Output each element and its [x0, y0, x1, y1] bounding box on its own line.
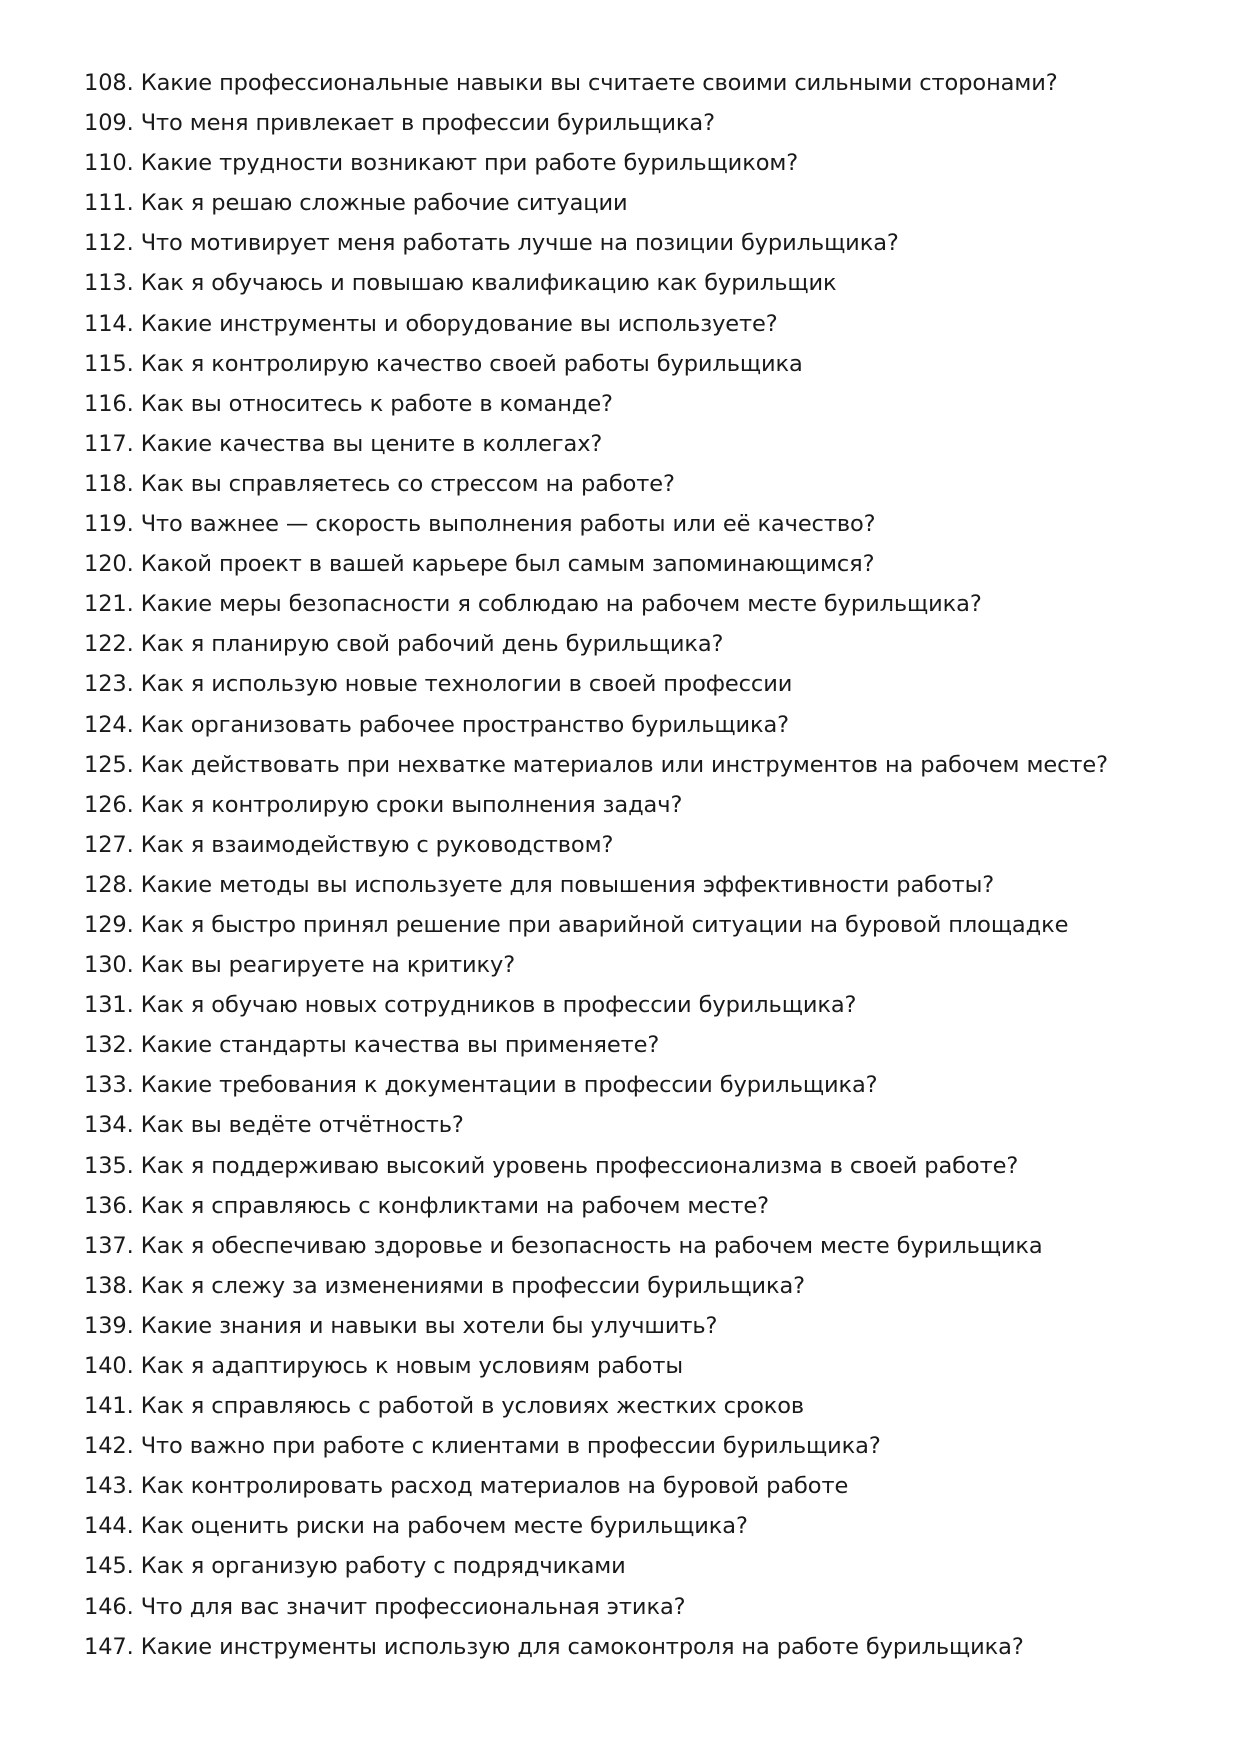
- question-text: Как вы реагируете на критику?: [140, 952, 516, 979]
- list-item: [84, 705, 1194, 745]
- question-text: Как организовать рабочее пространство бурильщика?: [140, 711, 789, 738]
- list-item: [84, 785, 1194, 825]
- question-number: 123.: [84, 671, 134, 698]
- question-text: Как я решаю сложные рабочие ситуации: [140, 190, 628, 217]
- list-item: [84, 464, 1194, 504]
- list-item: [84, 1146, 1194, 1186]
- question-text: Какие знания и навыки вы хотели бы улучшить?: [140, 1312, 718, 1339]
- question-text: Как я взаимодействую с руководством?: [140, 831, 614, 858]
- question-text: Как я адаптируюсь к новым условиям работы: [140, 1353, 684, 1379]
- list-item: [84, 1546, 1194, 1586]
- list-item: [84, 865, 1194, 905]
- list-item: [84, 1627, 1194, 1667]
- question-number: 125.: [84, 751, 134, 778]
- question-number: 113.: [84, 270, 134, 297]
- list-item: [84, 63, 1194, 103]
- question-number: 110.: [84, 150, 134, 177]
- list-item: [84, 1226, 1194, 1266]
- list-item: [84, 1306, 1194, 1346]
- question-text: Что для вас значит профессиональная этика?: [140, 1593, 686, 1620]
- list-item: [84, 1065, 1194, 1105]
- question-text: Что важно при работе с клиентами в профессии бурильщика?: [140, 1433, 881, 1460]
- question-number: 128.: [84, 871, 134, 898]
- list-item: [84, 1587, 1194, 1627]
- list-item: [84, 1186, 1194, 1226]
- question-number: 124.: [84, 711, 134, 738]
- list-item: [84, 183, 1194, 223]
- question-number: 120.: [84, 551, 134, 578]
- question-number: 143.: [84, 1473, 134, 1500]
- list-item: [84, 424, 1194, 464]
- list-item: [84, 1466, 1194, 1506]
- question-text: Как я контролирую сроки выполнения задач?: [140, 791, 683, 818]
- question-number: 117.: [84, 430, 134, 457]
- question-number: 139.: [84, 1312, 134, 1339]
- list-item: [84, 344, 1194, 384]
- question-number: 127.: [84, 831, 134, 858]
- question-number: 115.: [84, 350, 134, 377]
- list-item: [84, 1266, 1194, 1306]
- question-number: 122.: [84, 631, 134, 658]
- question-text: Что мотивирует меня работать лучше на позиции бурильщика?: [140, 230, 899, 257]
- question-text: Какие качества вы цените в коллегах?: [140, 430, 603, 457]
- question-text: Как вы справляетесь со стрессом на работе?: [140, 470, 675, 497]
- list-item: [84, 664, 1194, 704]
- list-item: [84, 945, 1194, 985]
- question-text: Как контролировать расход материалов на буровой работе: [140, 1473, 849, 1500]
- question-number: 147.: [84, 1633, 134, 1660]
- question-text: Какие трудности возникают при работе бурильщиком?: [140, 150, 799, 177]
- list-item: [84, 745, 1194, 785]
- question-text: Как я обучаюсь и повышаю квалификацию как бурильщик: [140, 270, 837, 297]
- question-text: Как я контролирую качество своей работы бурильщика: [140, 350, 803, 377]
- list-item: [84, 825, 1194, 865]
- question-text: Как я справляюсь с конфликтами на рабочем месте?: [140, 1192, 769, 1219]
- question-number: 137.: [84, 1232, 134, 1259]
- question-number: 145.: [84, 1553, 134, 1580]
- question-text: Какие стандарты качества вы применяете?: [140, 1032, 660, 1059]
- question-text: Как я быстро принял решение при аварийной ситуации на буровой площадке: [140, 911, 1069, 938]
- question-number: 131.: [84, 992, 134, 1019]
- question-number: 141.: [84, 1393, 134, 1420]
- list-item: [84, 263, 1194, 303]
- list-item: [84, 103, 1194, 143]
- list-item: [84, 384, 1194, 424]
- question-number: 133.: [84, 1072, 134, 1099]
- question-text: Что меня привлекает в профессии бурильщика?: [140, 110, 715, 137]
- question-number: 140.: [84, 1353, 134, 1379]
- question-text: Как я поддерживаю высокий уровень профессионализма в своей работе?: [140, 1152, 1019, 1179]
- list-item: [84, 1105, 1194, 1145]
- question-number: 121.: [84, 591, 134, 618]
- question-number: 142.: [84, 1433, 134, 1460]
- question-text: Как вы ведёте отчётность?: [140, 1112, 464, 1139]
- question-text: Как я слежу за изменениями в профессии бурильщика?: [140, 1272, 805, 1299]
- question-text: Какие инструменты использую для самоконтроля на работе бурильщика?: [140, 1633, 1024, 1660]
- question-number: 116.: [84, 390, 134, 417]
- list-item: [84, 1426, 1194, 1466]
- question-number: 135.: [84, 1152, 134, 1179]
- question-number: 129.: [84, 911, 134, 938]
- question-number: 146.: [84, 1593, 134, 1620]
- question-number: 119.: [84, 511, 134, 538]
- question-number: 144.: [84, 1513, 134, 1540]
- question-number: 134.: [84, 1112, 134, 1139]
- question-number: 114.: [84, 310, 134, 337]
- question-text: Как я обучаю новых сотрудников в профессии бурильщика?: [140, 992, 857, 1019]
- question-text: Как я справляюсь с работой в условиях жестких сроков: [140, 1393, 805, 1420]
- question-number: 130.: [84, 952, 134, 979]
- question-text: Как я обеспечиваю здоровье и безопасность на рабочем месте бурильщика: [140, 1232, 1043, 1259]
- list-item: [84, 143, 1194, 183]
- question-number: 132.: [84, 1032, 134, 1059]
- question-number: 111.: [84, 190, 134, 217]
- question-text: Как я организую работу с подрядчиками: [140, 1553, 626, 1580]
- list-item: [84, 1506, 1194, 1546]
- question-number: 112.: [84, 230, 134, 257]
- list-item: [84, 1025, 1194, 1065]
- question-number: 109.: [84, 110, 134, 137]
- list-item: [84, 624, 1194, 664]
- question-number: 108.: [84, 70, 134, 96]
- question-number: 136.: [84, 1192, 134, 1219]
- list-item: [84, 304, 1194, 344]
- question-text: Как я планирую свой рабочий день бурильщика?: [140, 631, 724, 658]
- list-item: [84, 1346, 1194, 1386]
- question-text: Что важнее — скорость выполнения работы или её качество?: [140, 511, 876, 538]
- question-number: 126.: [84, 791, 134, 818]
- question-number: 138.: [84, 1272, 134, 1299]
- question-text: Как оценить риски на рабочем месте бурильщика?: [140, 1513, 748, 1540]
- question-text: Какие инструменты и оборудование вы используете?: [140, 310, 778, 337]
- question-text: Как вы относитесь к работе в команде?: [140, 390, 613, 417]
- list-item: [84, 905, 1194, 945]
- list-item: [84, 544, 1194, 584]
- question-text: Какие меры безопасности я соблюдаю на рабочем месте бурильщика?: [140, 591, 982, 618]
- list-item: [84, 504, 1194, 544]
- question-text: Как действовать при нехватке материалов или инструментов на рабочем месте?: [140, 751, 1108, 778]
- question-text: Какие требования к документации в профессии бурильщика?: [140, 1072, 878, 1099]
- question-number: 118.: [84, 470, 134, 497]
- list-item: [84, 985, 1194, 1025]
- question-text: Какие методы вы используете для повышения эффективности работы?: [140, 871, 995, 898]
- question-list: [84, 63, 1194, 1667]
- list-item: [84, 223, 1194, 263]
- question-text: Как я использую новые технологии в своей профессии: [140, 671, 793, 698]
- list-item: [84, 1386, 1194, 1426]
- question-text: Какой проект в вашей карьере был самым запоминающимся?: [140, 551, 875, 578]
- list-item: [84, 584, 1194, 624]
- question-text: Какие профессиональные навыки вы считаете своими сильными сторонами?: [140, 70, 1058, 96]
